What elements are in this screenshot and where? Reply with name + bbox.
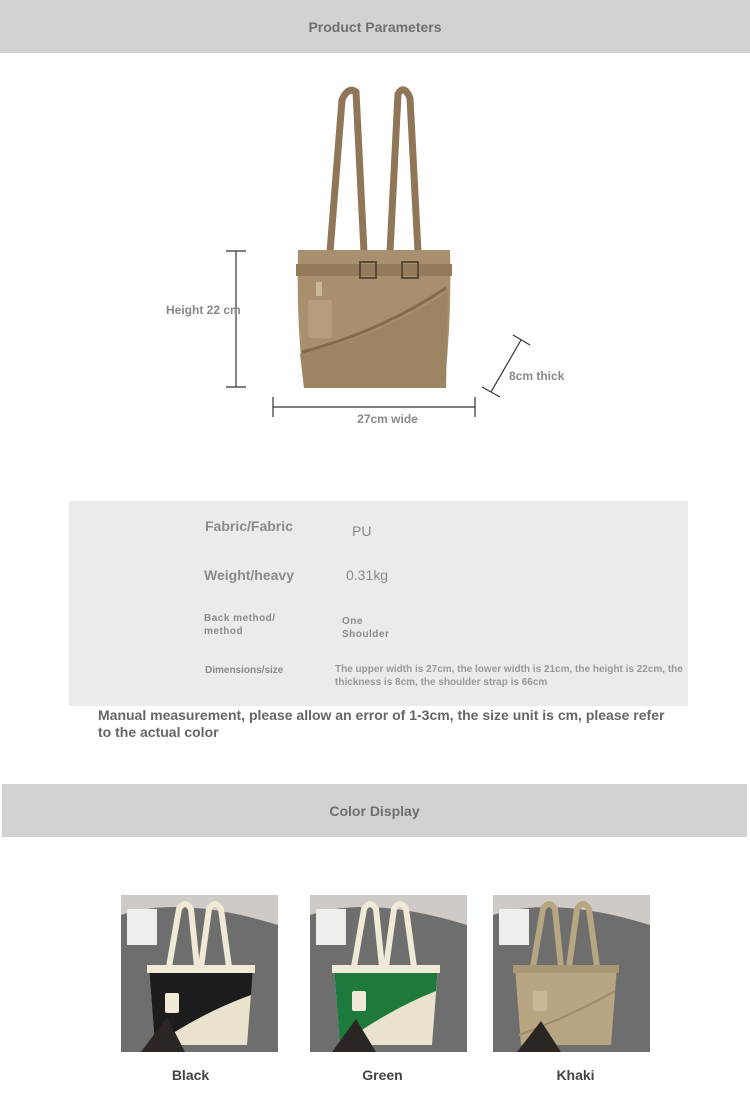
measurement-note: Manual measurement, please allow an error of 1-3cm, the size unit is cm, please refer to the actual color	[98, 707, 665, 740]
thickness-line	[491, 340, 521, 392]
back-method-label: Back method/ method	[204, 613, 276, 637]
green-bag-image[interactable]	[310, 895, 467, 1052]
width-label: 27cm wide	[357, 412, 418, 426]
dimensions-value: The upper width is 27cm, the lower width is 21cm, the height is 22cm, the thickness is 8cm, the shoulder strap is 66cm	[335, 664, 683, 688]
product-parameters-banner	[0, 0, 750, 53]
main-bag-image	[290, 82, 460, 397]
color-name-green: Green	[362, 1067, 403, 1083]
fabric-value: PU	[352, 523, 372, 539]
thickness-label: 8cm thick	[509, 369, 565, 383]
color-display-title: Color Display	[329, 802, 420, 819]
black-bag-image[interactable]	[121, 895, 278, 1052]
product-parameters-title: Product Parameters	[308, 18, 442, 35]
fabric-label: Fabric/Fabric	[205, 518, 293, 534]
khaki-bag-image[interactable]	[493, 895, 650, 1052]
color-name-khaki: Khaki	[556, 1067, 595, 1083]
height-label: Height 22 cm	[166, 303, 241, 317]
weight-label: Weight/heavy	[204, 567, 294, 583]
back-method-value: One Shoulder	[342, 616, 390, 640]
color-display-banner	[2, 784, 747, 837]
dimensions-label: Dimensions/size	[205, 665, 284, 676]
color-name-black: Black	[171, 1067, 210, 1083]
weight-value: 0.31kg	[346, 567, 389, 583]
